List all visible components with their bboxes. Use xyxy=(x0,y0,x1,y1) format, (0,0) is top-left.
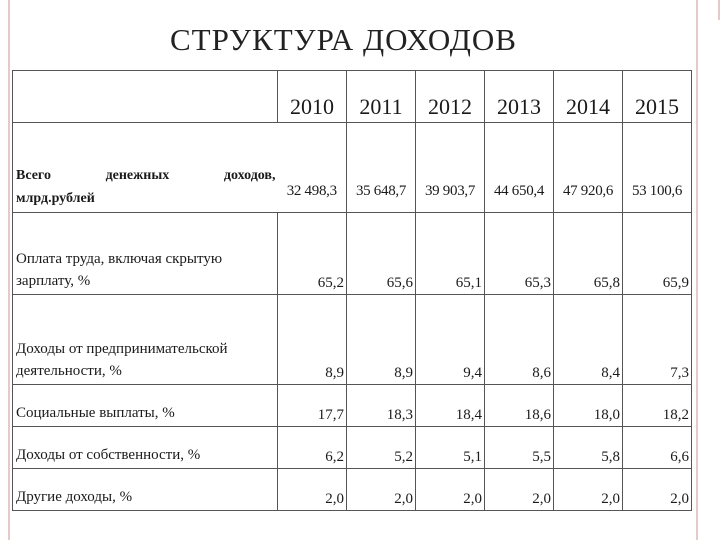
row-label-wages: Оплата труда, включая скрытую зарплату, % xyxy=(13,213,278,295)
row-label-total-income xyxy=(13,123,278,213)
value-cell: 6,2 xyxy=(278,427,347,469)
value-cell: 8,9 xyxy=(347,295,416,385)
value-cell: 18,3 xyxy=(347,385,416,427)
table-row-social-payments xyxy=(13,385,692,427)
value-cell: 32 498,3 xyxy=(278,123,347,213)
label-word: Всего xyxy=(16,168,51,183)
value-cell: 65,2 xyxy=(278,213,347,295)
value-cell: 2,0 xyxy=(416,469,485,511)
value-cell: 2,0 xyxy=(554,469,623,511)
value-cell: 65,1 xyxy=(416,213,485,295)
table-row-property-income xyxy=(13,427,692,469)
value-cell: 5,1 xyxy=(416,427,485,469)
year-header: 2015 xyxy=(623,71,692,123)
table-row-total-income xyxy=(13,123,692,213)
slide-title: СТРУКТУРА ДОХОДОВ xyxy=(170,22,517,57)
value-cell: 5,8 xyxy=(554,427,623,469)
value-cell: 2,0 xyxy=(485,469,554,511)
value-cell: 6,6 xyxy=(623,427,692,469)
frame-border-left xyxy=(8,0,10,540)
value-cell: 8,9 xyxy=(278,295,347,385)
table-row-other-income xyxy=(13,469,692,511)
value-cell: 65,3 xyxy=(485,213,554,295)
label-line2: млрд.рублей xyxy=(16,191,95,206)
value-cell: 9,4 xyxy=(416,295,485,385)
value-cell: 2,0 xyxy=(278,469,347,511)
year-header: 2011 xyxy=(347,71,416,123)
year-header: 2010 xyxy=(278,71,347,123)
table-row-wages xyxy=(13,213,692,295)
value-cell: 7,3 xyxy=(623,295,692,385)
value-cell: 5,2 xyxy=(347,427,416,469)
year-header: 2013 xyxy=(485,71,554,123)
table-row-business-income xyxy=(13,295,692,385)
year-header: 2012 xyxy=(416,71,485,123)
value-cell: 17,7 xyxy=(278,385,347,427)
value-cell: 18,0 xyxy=(554,385,623,427)
value-cell: 65,9 xyxy=(623,213,692,295)
value-cell: 18,2 xyxy=(623,385,692,427)
year-header: 2014 xyxy=(554,71,623,123)
frame-corner-top-right xyxy=(696,0,720,20)
value-cell: 2,0 xyxy=(623,469,692,511)
row-label-social-payments: Социальные выплаты, % xyxy=(13,385,278,427)
row-label-other-income: Другие доходы, % xyxy=(13,469,278,511)
label-word: доходов, xyxy=(223,168,276,183)
value-cell: 18,6 xyxy=(485,385,554,427)
table-header-row xyxy=(13,71,692,123)
value-cell: 18,4 xyxy=(416,385,485,427)
row-label-property-income: Доходы от собственности, % xyxy=(13,427,278,469)
header-corner-cell xyxy=(13,71,278,123)
value-cell: 2,0 xyxy=(347,469,416,511)
income-structure-table xyxy=(12,70,692,511)
value-cell: 65,6 xyxy=(347,213,416,295)
value-cell: 39 903,7 xyxy=(416,123,485,213)
value-cell: 65,8 xyxy=(554,213,623,295)
frame-border-right xyxy=(696,0,698,540)
value-cell: 8,6 xyxy=(485,295,554,385)
value-cell: 53 100,6 xyxy=(623,123,692,213)
value-cell: 47 920,6 xyxy=(554,123,623,213)
value-cell: 5,5 xyxy=(485,427,554,469)
value-cell: 44 650,4 xyxy=(485,123,554,213)
value-cell: 8,4 xyxy=(554,295,623,385)
row-label-business-income: Доходы от предпринимательской деятельности, % xyxy=(13,295,278,385)
value-cell: 35 648,7 xyxy=(347,123,416,213)
label-word: денежных xyxy=(105,168,170,183)
